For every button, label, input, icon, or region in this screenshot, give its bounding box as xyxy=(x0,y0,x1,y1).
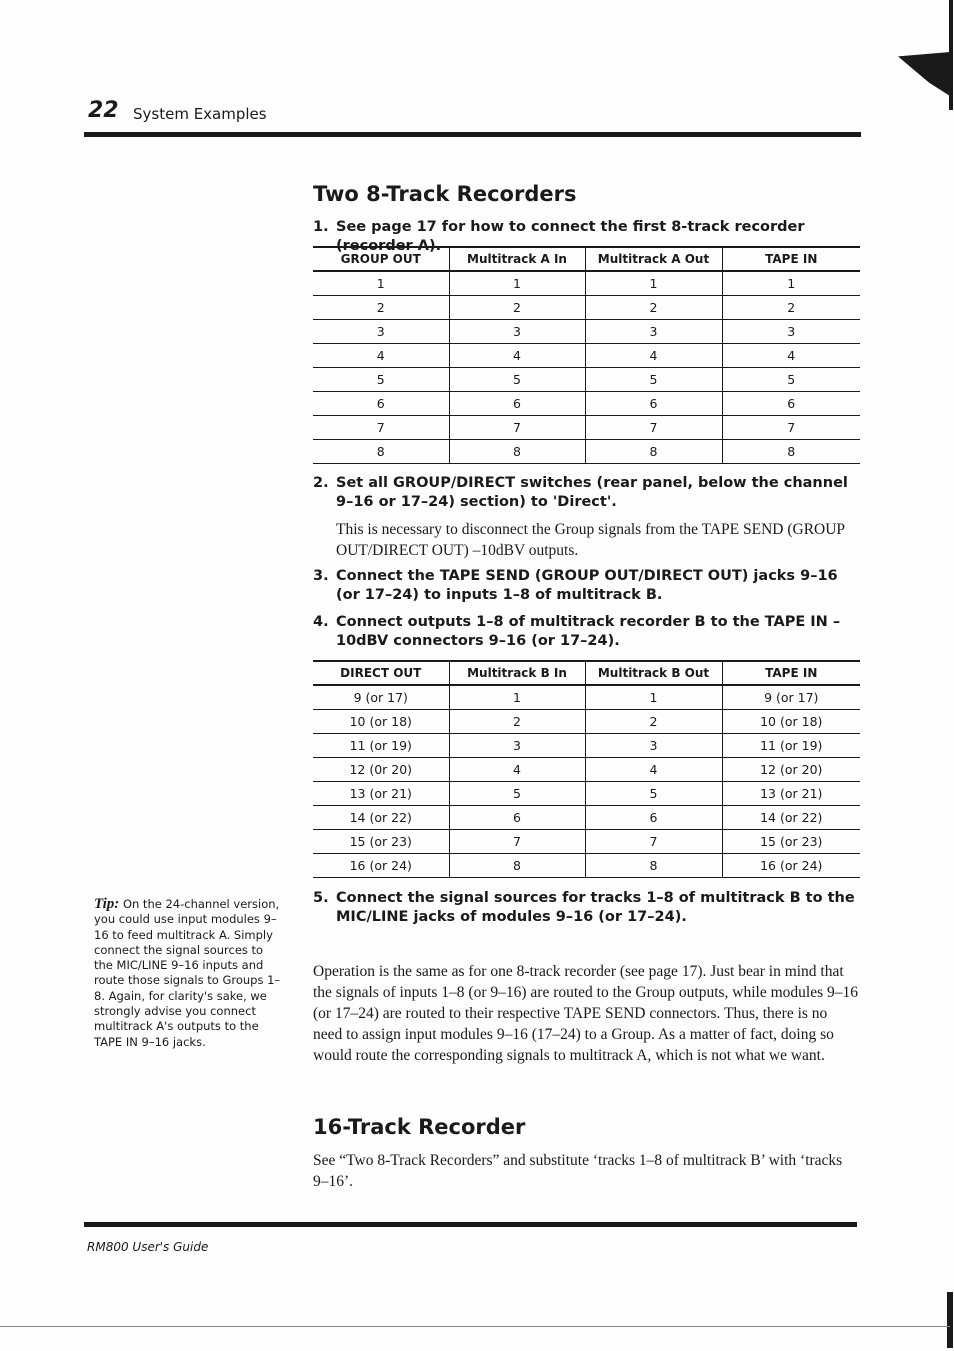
step-3-text: Connect the TAPE SEND (GROUP OUT/DIRECT OUT) jacks 9–16 (or 17–24) to inputs 1–8 of multitrack B. xyxy=(336,568,838,603)
table-cell: 5 xyxy=(585,782,722,806)
table-row xyxy=(313,271,860,296)
step-4 xyxy=(313,613,858,651)
table-cell: 10 (or 18) xyxy=(722,710,860,734)
column-header: GROUP OUT xyxy=(313,247,449,271)
table-cell: 6 xyxy=(449,806,585,830)
scan-edge-top xyxy=(949,0,953,110)
header-rule xyxy=(84,132,861,137)
column-header: Multitrack A Out xyxy=(585,247,722,271)
table-header-row xyxy=(313,661,860,685)
tip-sidebar xyxy=(94,897,284,1050)
table-cell: 8 xyxy=(722,440,860,464)
table-cell: 15 (or 23) xyxy=(722,830,860,854)
table-row xyxy=(313,296,860,320)
step-5 xyxy=(313,889,858,927)
step-2 xyxy=(313,474,858,512)
table-cell: 2 xyxy=(585,296,722,320)
table-cell: 4 xyxy=(449,758,585,782)
table-cell: 2 xyxy=(449,710,585,734)
footer-guide-title: RM800 User's Guide xyxy=(87,1240,209,1254)
table-row xyxy=(313,344,860,368)
table-cell: 12 (0r 20) xyxy=(313,758,449,782)
step-1-text: See page 17 for how to connect the first 8-track recorder (recorder A). xyxy=(336,219,805,254)
table-cell: 1 xyxy=(449,685,585,710)
table-cell: 8 xyxy=(313,440,449,464)
step-1-number: 1. xyxy=(313,219,329,235)
table-cell: 5 xyxy=(722,368,860,392)
scan-baseline xyxy=(0,1326,950,1327)
step-3-number: 3. xyxy=(313,568,329,584)
table-cell: 12 (or 20) xyxy=(722,758,860,782)
scan-edge-bottom xyxy=(947,1292,953,1348)
table-cell: 5 xyxy=(449,782,585,806)
table-row xyxy=(313,854,860,878)
table-cell: 13 (or 21) xyxy=(313,782,449,806)
step-5-text: Connect the signal sources for tracks 1–8 of multitrack B to the MIC/LINE jacks of modules 9–16 (or 17–24). xyxy=(336,890,855,925)
column-header: Multitrack B In xyxy=(449,661,585,685)
step-4-text: Connect outputs 1–8 of multitrack recorder B to the TAPE IN –10dBV connectors 9–16 (or 17–24). xyxy=(336,614,841,649)
table-cell: 3 xyxy=(585,734,722,758)
table-cell: 5 xyxy=(313,368,449,392)
table-row xyxy=(313,416,860,440)
tip-text: On the 24-channel version, you could use input modules 9–16 to feed multitrack A. Simply connect the signal sources to the MIC/LINE 9–16 inputs and route those signals to Groups 1–8. Again, for clarity's sake, we strongly advise you connect multitrack A's outputs to the TAPE IN 9–16 jacks. xyxy=(94,897,281,1049)
table-cell: 7 xyxy=(449,416,585,440)
table-row xyxy=(313,320,860,344)
step-2-body: This is necessary to disconnect the Group signals from the TAPE SEND (GROUP OUT/DIRECT OUT) –10dBV outputs. xyxy=(336,521,845,559)
column-header: TAPE IN xyxy=(722,661,860,685)
table-cell: 2 xyxy=(313,296,449,320)
table-cell: 7 xyxy=(313,416,449,440)
sixteen-track-paragraph: See “Two 8-Track Recorders” and substitute ‘tracks 1–8 of multitrack B’ with ‘tracks 9–16’. xyxy=(313,1152,843,1190)
table-cell: 1 xyxy=(585,271,722,296)
table-cell: 6 xyxy=(585,392,722,416)
table-cell: 8 xyxy=(449,440,585,464)
table-cell: 1 xyxy=(313,271,449,296)
table-cell: 7 xyxy=(449,830,585,854)
table-row xyxy=(313,368,860,392)
table-cell: 2 xyxy=(585,710,722,734)
table-cell: 4 xyxy=(585,758,722,782)
table-header-row xyxy=(313,247,860,271)
step-5-number: 5. xyxy=(313,890,329,906)
table-cell: 4 xyxy=(449,344,585,368)
table-row xyxy=(313,685,860,710)
table-cell: 1 xyxy=(449,271,585,296)
table-cell: 8 xyxy=(449,854,585,878)
table-cell: 3 xyxy=(449,320,585,344)
table-cell: 6 xyxy=(585,806,722,830)
column-header: Multitrack B Out xyxy=(585,661,722,685)
table-cell: 7 xyxy=(722,416,860,440)
table-row xyxy=(313,782,860,806)
table-group-out xyxy=(313,246,860,464)
table-row xyxy=(313,806,860,830)
table-cell: 3 xyxy=(722,320,860,344)
table-cell: 15 (or 23) xyxy=(313,830,449,854)
table-cell: 4 xyxy=(585,344,722,368)
table-row xyxy=(313,392,860,416)
table-cell: 2 xyxy=(449,296,585,320)
step-2-text: Set all GROUP/DIRECT switches (rear panel, below the channel 9–16 or 17–24) section) to 'Direct'. xyxy=(336,475,848,510)
column-header: TAPE IN xyxy=(722,247,860,271)
table-cell: 16 (or 24) xyxy=(313,854,449,878)
table-cell: 4 xyxy=(313,344,449,368)
column-header: Multitrack A In xyxy=(449,247,585,271)
page-number: 22 xyxy=(88,98,119,123)
heading-two-8-track: Two 8-Track Recorders xyxy=(313,182,577,206)
table-cell: 9 (or 17) xyxy=(313,685,449,710)
table-cell: 6 xyxy=(449,392,585,416)
step-4-number: 4. xyxy=(313,614,329,630)
table-cell: 7 xyxy=(585,416,722,440)
table-row xyxy=(313,830,860,854)
step-2-number: 2. xyxy=(313,475,329,491)
table-cell: 3 xyxy=(449,734,585,758)
tip-label: Tip: xyxy=(94,896,120,912)
table-row xyxy=(313,710,860,734)
table-cell: 5 xyxy=(449,368,585,392)
step-3 xyxy=(313,567,858,605)
heading-16-track: 16-Track Recorder xyxy=(313,1115,526,1139)
table-cell: 10 (or 18) xyxy=(313,710,449,734)
page-tab-marker xyxy=(898,52,950,96)
table-row xyxy=(313,440,860,464)
table-cell: 11 (or 19) xyxy=(722,734,860,758)
operation-paragraph: Operation is the same as for one 8-track recorder (see page 17). Just bear in mind that the signals of inputs 1–8 (or 9–16) are routed to the Group outputs, while modules 9–16 (or 17–24) are routed to their respective TAPE SEND connectors. Thus, there is no need to assign input modules 9–16 (17–24) to a Group. As a matter of fact, doing so would route the corresponding signals to multitrack A, which is not what we want. xyxy=(313,963,859,1064)
table-cell: 4 xyxy=(722,344,860,368)
table-cell: 1 xyxy=(585,685,722,710)
column-header: DIRECT OUT xyxy=(313,661,449,685)
table-cell: 9 (or 17) xyxy=(722,685,860,710)
table-cell: 11 (or 19) xyxy=(313,734,449,758)
table-cell: 7 xyxy=(585,830,722,854)
table-cell: 8 xyxy=(585,854,722,878)
table-cell: 6 xyxy=(722,392,860,416)
table-row xyxy=(313,758,860,782)
table-cell: 14 (or 22) xyxy=(313,806,449,830)
table-cell: 13 (or 21) xyxy=(722,782,860,806)
table-cell: 8 xyxy=(585,440,722,464)
table-cell: 3 xyxy=(585,320,722,344)
table-cell: 1 xyxy=(722,271,860,296)
table-cell: 16 (or 24) xyxy=(722,854,860,878)
table-row xyxy=(313,734,860,758)
table-cell: 2 xyxy=(722,296,860,320)
table-cell: 14 (or 22) xyxy=(722,806,860,830)
table-cell: 3 xyxy=(313,320,449,344)
table-cell: 5 xyxy=(585,368,722,392)
footer-rule xyxy=(84,1222,857,1227)
table-cell: 6 xyxy=(313,392,449,416)
section-header: System Examples xyxy=(133,105,267,123)
table-direct-out xyxy=(313,660,860,878)
